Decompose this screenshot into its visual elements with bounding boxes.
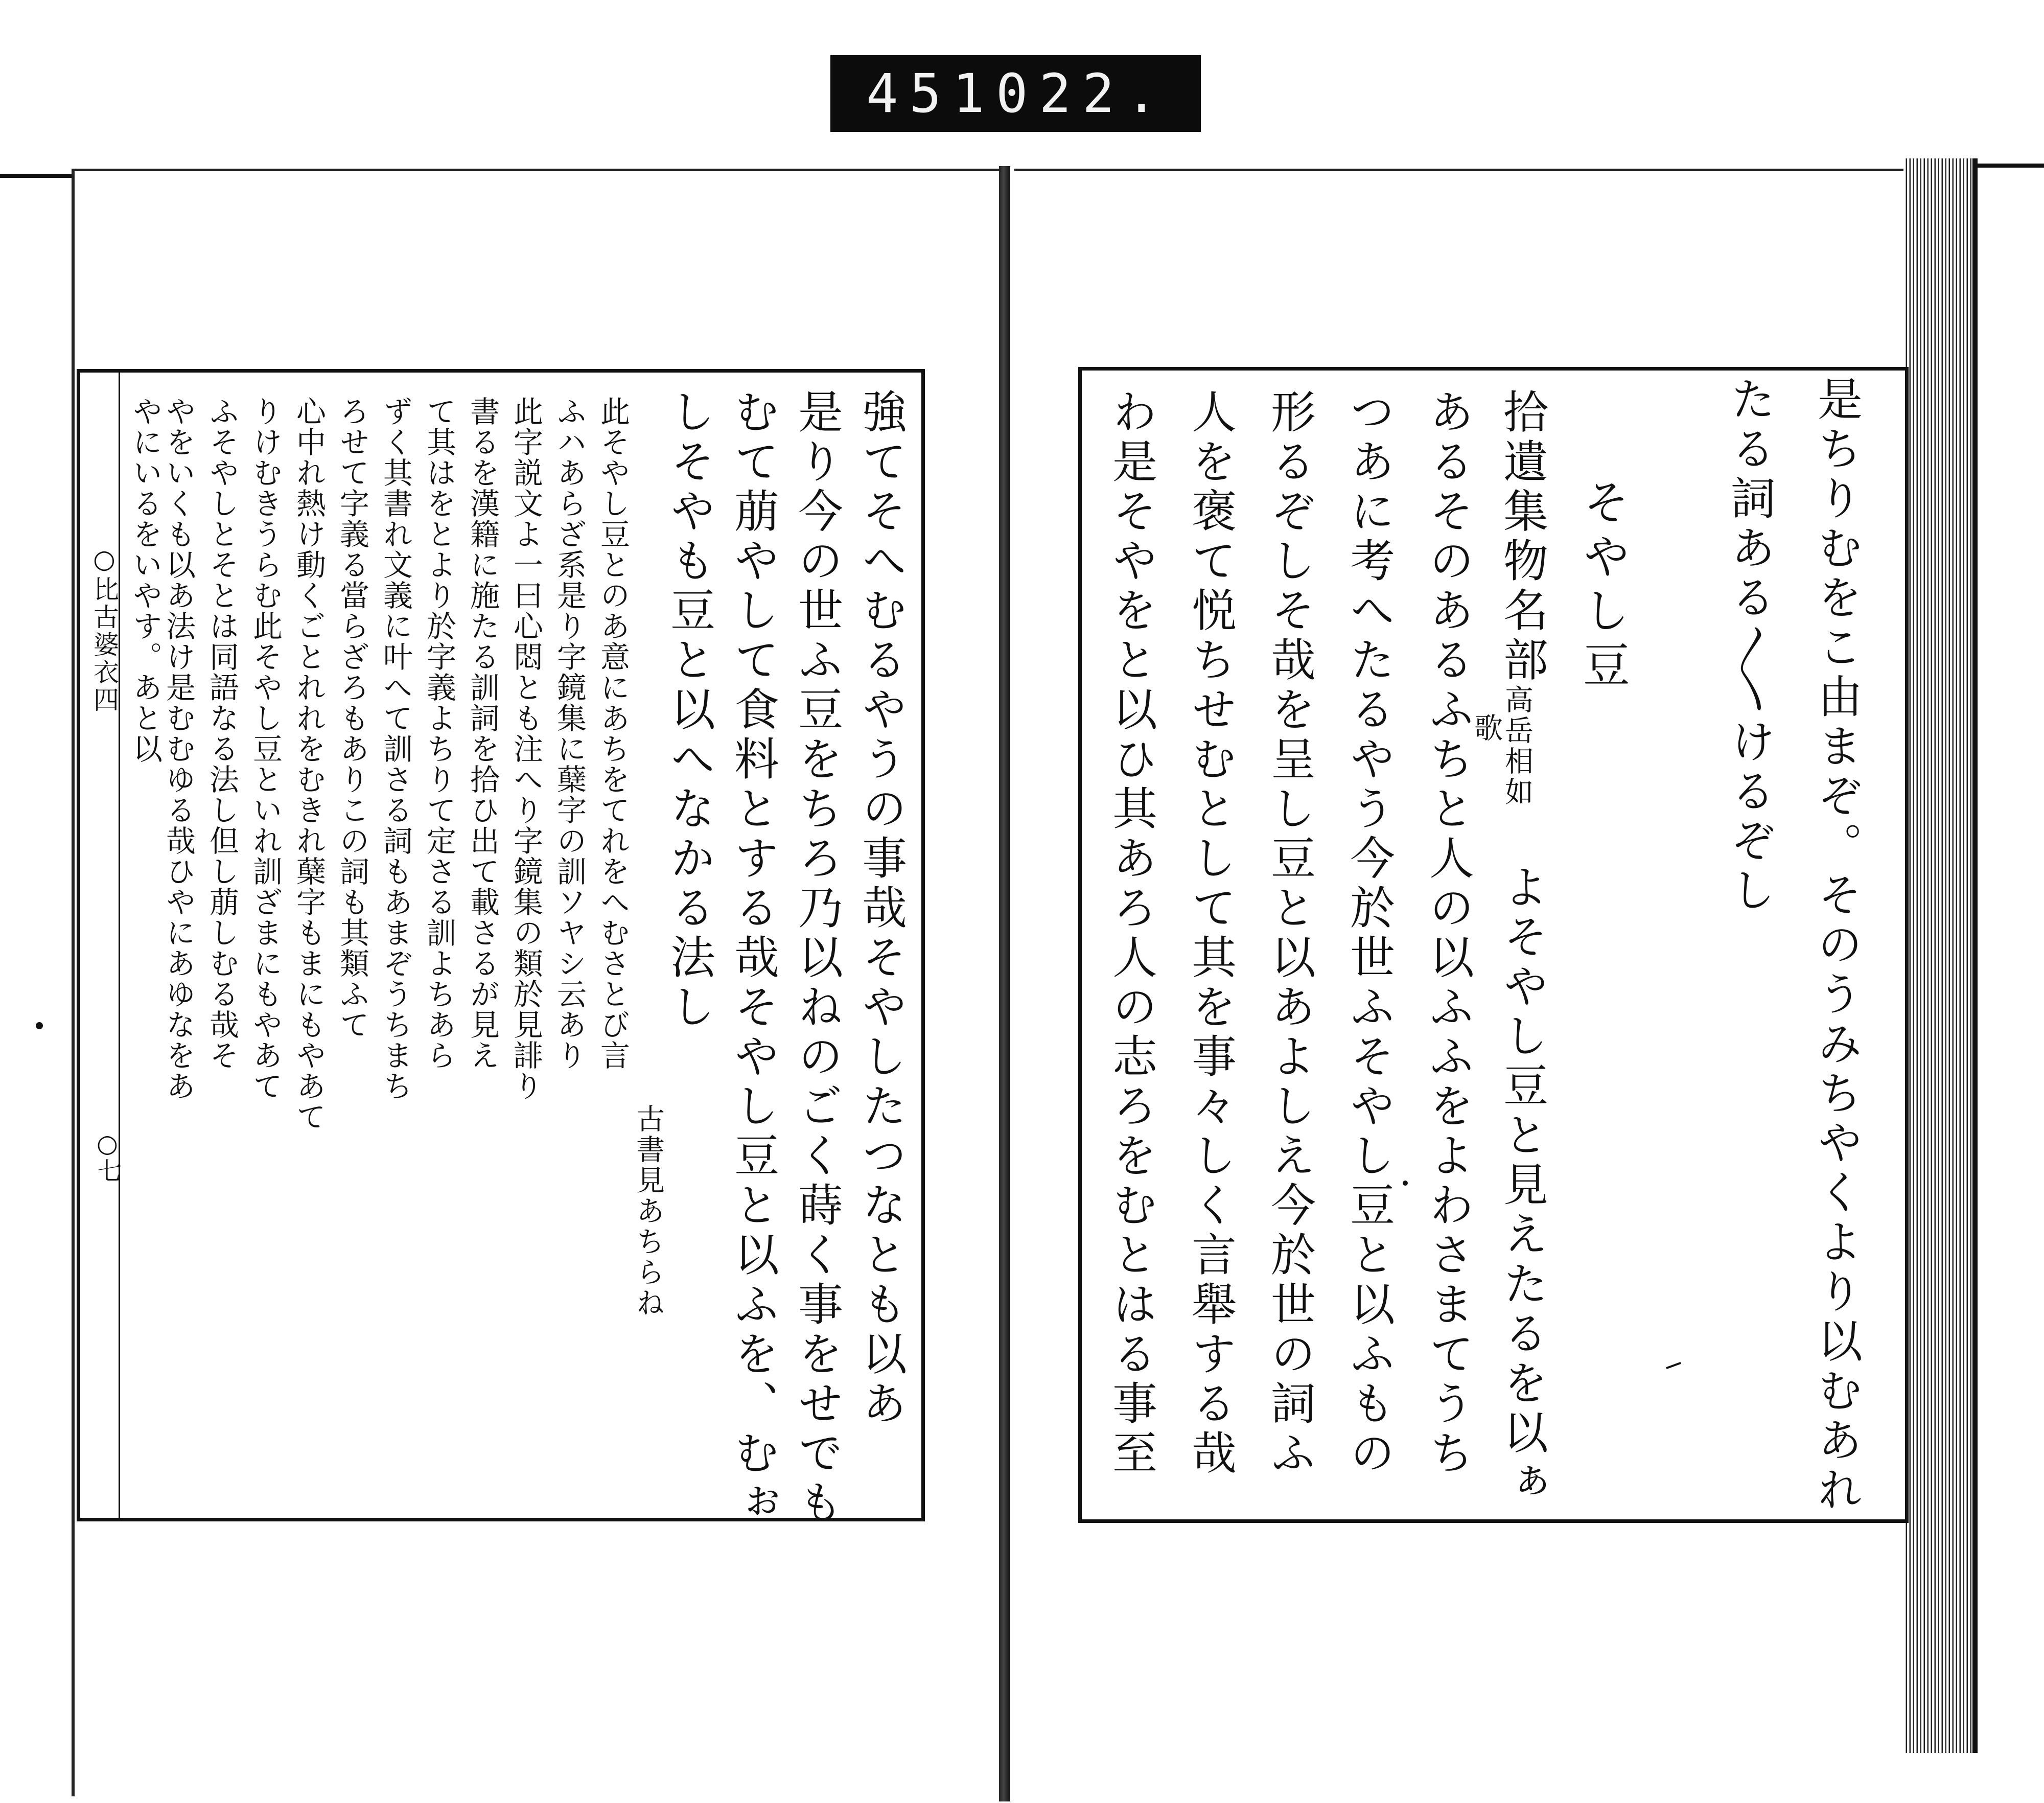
margin-book-title: ○比古婆衣四	[89, 544, 119, 714]
left-small-column-1: 此そやし豆とのあ意にあちをてれをへむさとび言	[595, 396, 630, 1071]
left-small-column-8: 心中れ熱け動くごとれれをむきれ蘖字もまにもやあて	[291, 396, 326, 1132]
author-suffix: 歌	[1470, 713, 1503, 744]
right-text-column-5: あるそのあるふちと人の以ふふをよわさまてうち	[1422, 388, 1475, 1479]
top-rule-right	[1972, 164, 2044, 168]
left-text-column-4: しそやも豆と以へなかる法し	[663, 388, 716, 1033]
left-small-column-10: ふそやしとそとは同語なる法し但し萠しむる哉そ	[204, 396, 239, 1071]
right-text-column-4: 拾遺集物名部	[1496, 388, 1549, 686]
left-text-column-2: 是り今の世ふ豆をちろ乃以ねのごく蒔く事をせでも	[791, 388, 844, 1529]
left-text-column-3: むて萠やして食料とする哉そやし豆と以ふを、むぉ	[727, 388, 780, 1529]
left-text-column-1: 強てそへむるやうの事哉そやしたつなとも以あ	[855, 388, 908, 1429]
stray-ink-mark	[36, 1022, 43, 1029]
section-heading: そやし豆	[1575, 478, 1630, 695]
right-text-column-8: 人を褒て悦ちせむとして其を事々しく言舉する哉	[1184, 388, 1237, 1479]
left-small-column-12: やにいるをいやす。あと以	[128, 396, 162, 764]
top-rule-left	[0, 174, 72, 178]
left-small-column-4: 書るを漢籍に施たる訓詞を拾ひ出て載さるが見え	[465, 396, 500, 1071]
right-text-column-2: たる詞ある〳〵けるぞし	[1724, 376, 1776, 916]
left-small-column-11: やをいくも以あ法け是むむゆる哉ひやにあゆなをあ	[161, 396, 196, 1101]
right-text-column-7: 形るぞしそ哉を呈し豆と以あよしえ今於世の詞ふ	[1264, 388, 1316, 1479]
ink-speck	[1403, 1181, 1408, 1186]
left-small-column-3: 此字説文よ一曰心悶とも注へり字鏡集の類於見誹り	[508, 396, 543, 1101]
left-small-column-9: りけむきうらむ此そやし豆といれ訓ざまにもやあて	[248, 396, 283, 1101]
left-margin-rule	[119, 369, 120, 1521]
reel-number: 451	[866, 62, 996, 125]
right-text-column-4-tail: よそやし豆と見えたるを以ぁ	[1496, 864, 1549, 1508]
author-name: 高岳相如	[1500, 685, 1534, 807]
page-edges	[1903, 158, 1978, 1753]
left-small-column-2: ふハあらざ系是り字鏡集に蘖字の訓ソヤシ云あり	[552, 396, 587, 1071]
left-small-column-5: て其はをとより於字義よちりて定さる訓よちあら	[422, 396, 456, 1071]
right-text-column-1: 是ちりむをこ由まぞ。そのうみちやくより以むあれ	[1810, 376, 1863, 1516]
right-text-column-9: わ是そやをと以ひ其あろ人の志ろをむとはる事至	[1105, 388, 1158, 1479]
left-small-column-6: ずく其書れ文義に叶へて訓さる詞もあまぞうちまち	[378, 396, 413, 1101]
frame-number: 022.	[995, 62, 1169, 125]
left-small-column-7: ろせて字義る當らざろもありこの詞も其類ふて	[335, 396, 369, 1040]
margin-folio: ○七	[93, 1129, 122, 1183]
frame-label	[830, 55, 1201, 132]
right-text-column-6: つあに考へたるやう今於世ふそやし豆と以ふもの	[1343, 388, 1396, 1479]
left-gloss: 古書見あちらね	[632, 1104, 665, 1319]
book-spine	[999, 166, 1010, 1801]
